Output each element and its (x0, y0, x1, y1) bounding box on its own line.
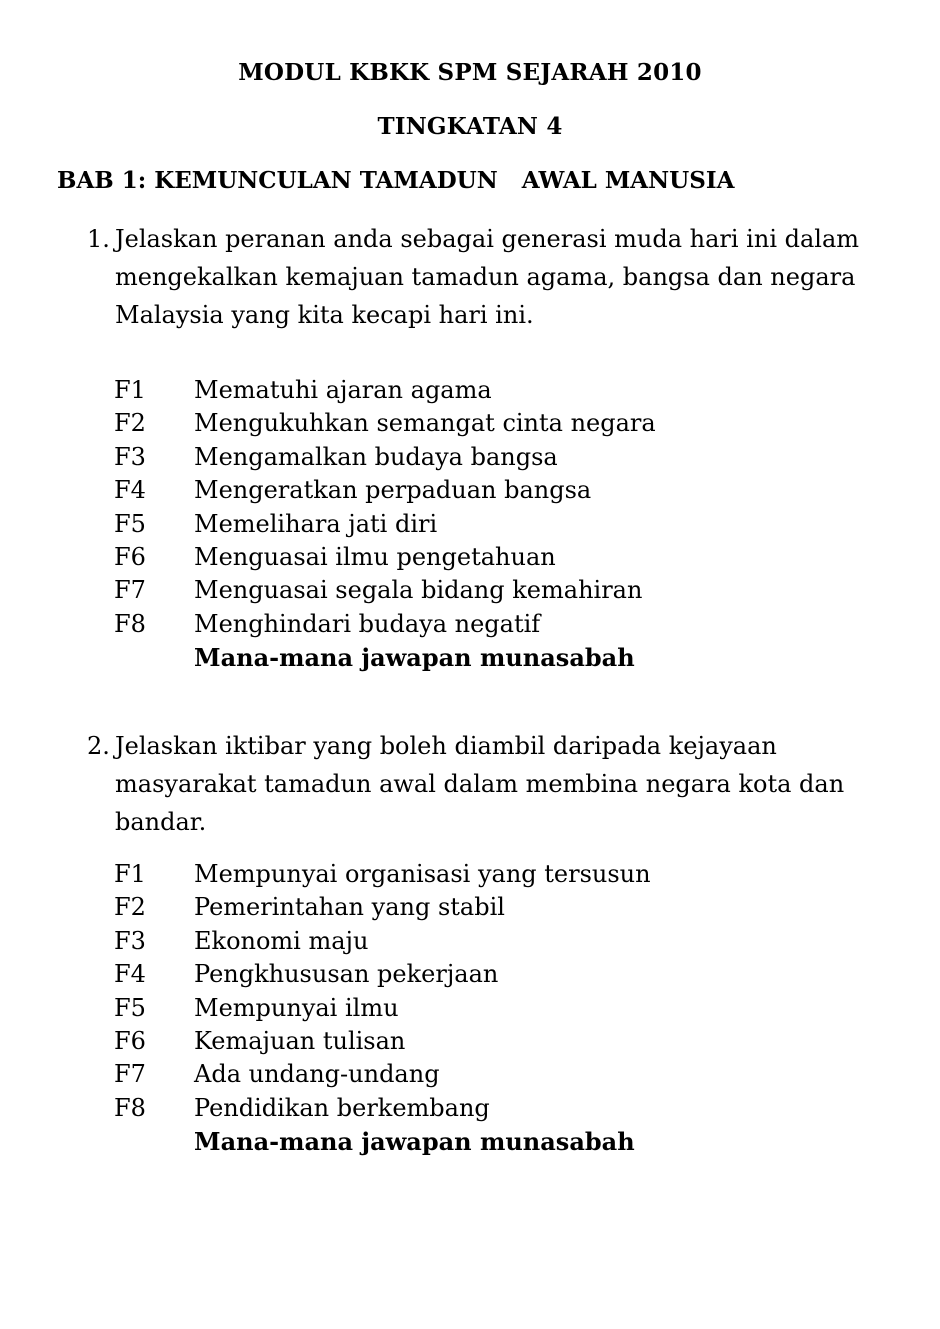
question-2 (87, 727, 877, 841)
document-title: MODUL KBKK SPM SEJARAH 2010 (238, 59, 702, 86)
answer-text: Ekonomi maju (194, 926, 369, 955)
answer-code: F7 (114, 1060, 146, 1089)
answer-code: F6 (114, 542, 146, 571)
answer-text: Ada undang-undang (194, 1060, 440, 1089)
answer-code: F2 (114, 893, 146, 922)
answer-text: Menguasai segala bidang kemahiran (194, 576, 643, 605)
answer-code: F2 (114, 409, 146, 438)
document-subtitle: TINGKATAN 4 (377, 113, 563, 140)
answer-text: Kemajuan tulisan (194, 1026, 406, 1055)
answer-item (114, 608, 874, 641)
answer-item (114, 992, 874, 1025)
answer-note: Mana-mana jawapan munasabah (194, 1127, 635, 1157)
answer-code: F3 (114, 442, 146, 471)
answer-code: F8 (114, 1093, 146, 1122)
answer-text: Memelihara jati diri (194, 509, 438, 538)
answer-code: F3 (114, 926, 146, 955)
answer-code: F1 (114, 376, 146, 404)
answer-code: F6 (114, 1026, 146, 1055)
answer-item (114, 474, 874, 507)
answer-text: Pemerintahan yang stabil (194, 893, 505, 922)
answer-text: Mempunyai ilmu (194, 993, 399, 1022)
answer-code: F4 (114, 476, 146, 505)
answer-item (114, 541, 874, 574)
question-number: 1. (87, 225, 110, 253)
answer-text: Mematuhi ajaran agama (194, 376, 492, 404)
answer-item (114, 858, 874, 891)
answer-text: Mengamalkan budaya bangsa (194, 442, 558, 471)
answer-text: Mengukuhkan semangat cinta negara (194, 409, 656, 438)
answer-item (114, 441, 874, 474)
answer-item (114, 925, 874, 958)
answer-code: F8 (114, 609, 146, 638)
answer-text: Menguasai ilmu pengetahuan (194, 542, 556, 571)
question-text: Jelaskan iktibar yang boleh diambil daripada kejayaan masyarakat tamadun awal dalam membina negara kota dan bandar. (115, 732, 845, 836)
chapter-heading: BAB 1: KEMUNCULAN TAMADUN AWAL MANUSIA (57, 167, 735, 194)
answer-item (114, 574, 874, 607)
answer-list-2 (114, 858, 874, 1159)
answer-item (114, 1058, 874, 1091)
answer-code: F4 (114, 960, 146, 989)
question-number: 2. (87, 732, 110, 760)
answer-item (114, 958, 874, 991)
answer-text: Pendidikan berkembang (194, 1093, 490, 1122)
answer-text: Mempunyai organisasi yang tersusun (194, 860, 651, 888)
answer-item (114, 891, 874, 924)
answer-note: Mana-mana jawapan munasabah (194, 643, 635, 673)
answer-item (114, 407, 874, 440)
answer-text: Pengkhususan pekerjaan (194, 960, 499, 989)
answer-item (114, 508, 874, 541)
answer-code: F7 (114, 576, 146, 605)
answer-text: Mengeratkan perpaduan bangsa (194, 476, 592, 505)
answer-item (114, 1025, 874, 1058)
answer-code: F1 (114, 860, 146, 888)
answer-code: F5 (114, 993, 146, 1022)
answer-item (114, 1092, 874, 1125)
answer-text: Menghindari budaya negatif (194, 609, 541, 638)
question-1 (87, 220, 877, 334)
question-text: Jelaskan peranan anda sebagai generasi muda hari ini dalam mengekalkan kemajuan tamadun agama, bangsa dan negara Malaysia yang kita kecapi hari ini. (115, 225, 860, 329)
answer-code: F5 (114, 509, 146, 538)
answer-item (114, 374, 874, 407)
answer-list-1 (114, 374, 874, 675)
